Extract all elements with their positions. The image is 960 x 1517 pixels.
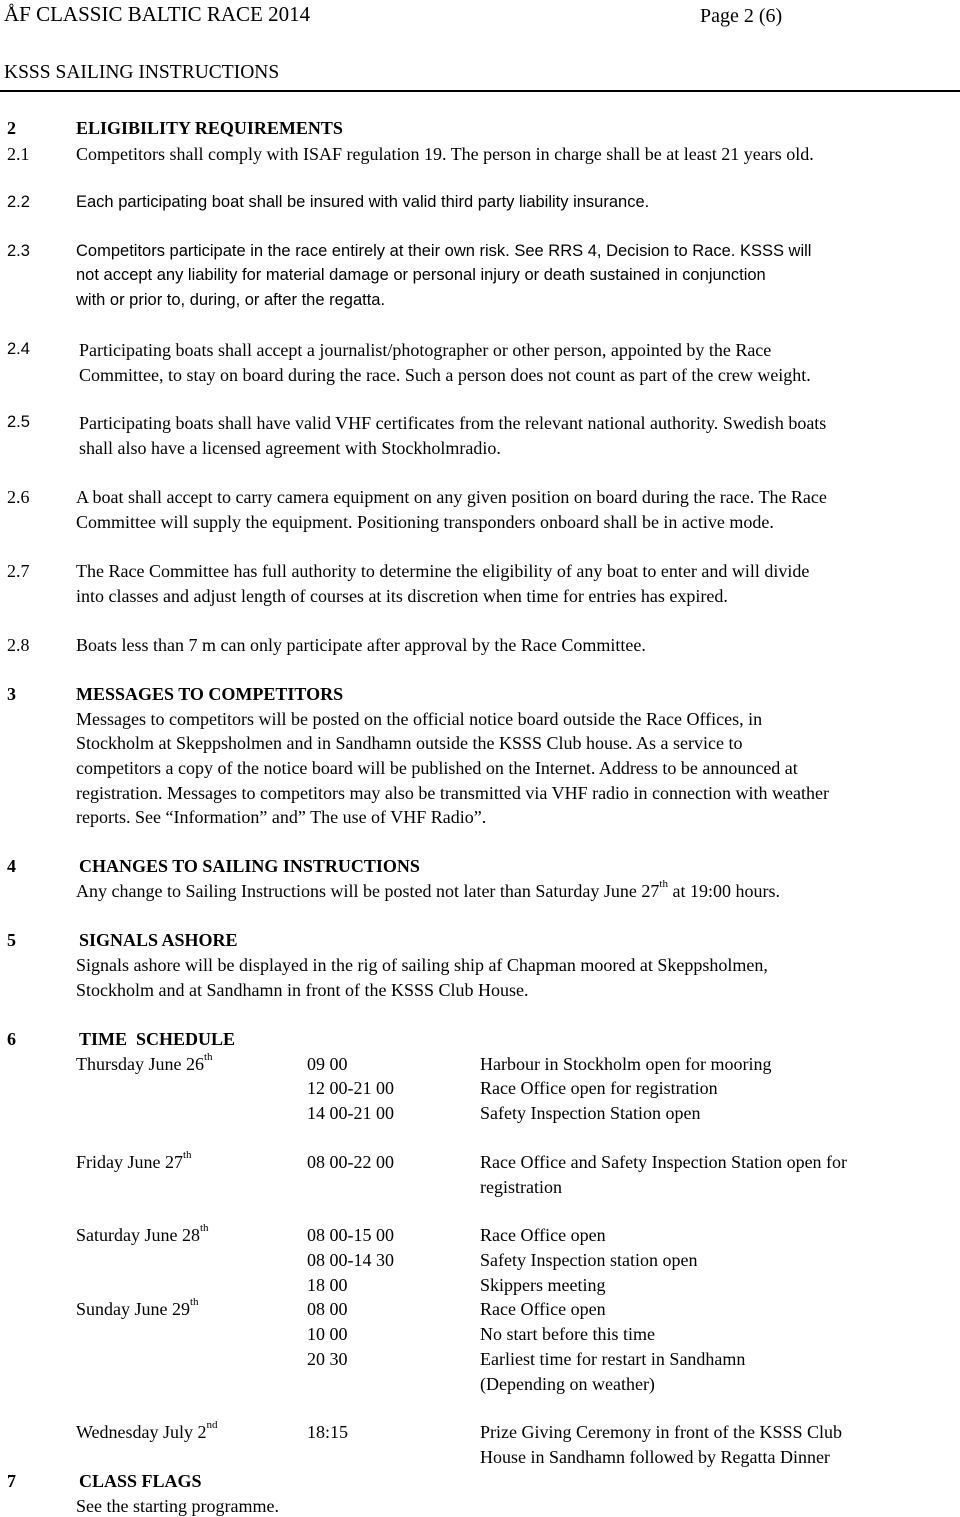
schedule-time: 08 00-22 00 <box>307 1152 394 1172</box>
schedule-day-label: Saturday June 28 <box>76 1225 200 1245</box>
section-4-text <box>76 878 780 901</box>
item-2-7-line-2: into classes and adjust length of courses at its discretion when time for entries has expired. <box>76 586 728 606</box>
item-2-5-number: 2.5 <box>7 413 30 431</box>
item-2-4-line-1: Participating boats shall accept a journalist/photographer or other person, appointed by the Race <box>79 340 772 360</box>
schedule-event: Race Office open for registration <box>480 1078 718 1098</box>
item-2-6-line-1: A boat shall accept to carry camera equipment on any given position on board during the race. The Race <box>76 487 827 507</box>
schedule-event-cont: registration <box>480 1177 562 1197</box>
schedule-day-sunday <box>76 1296 199 1319</box>
section-3-line-1: Messages to competitors will be posted on the official notice board outside the Race Offices, in <box>76 709 763 729</box>
section-3-number: 3 <box>7 684 16 704</box>
section-2-heading: ELIGIBILITY REQUIREMENTS <box>76 118 343 138</box>
item-2-5-line-2: shall also have a licensed agreement with Stockholmradio. <box>79 438 501 458</box>
item-2-2-number: 2.2 <box>7 193 30 211</box>
schedule-time: 08 00 <box>307 1299 348 1319</box>
schedule-day-ordinal: th <box>199 1222 209 1234</box>
schedule-time: 10 00 <box>307 1324 348 1344</box>
schedule-time: 12 00-21 00 <box>307 1078 394 1098</box>
item-2-3-line-2: not accept any liability for material damage or personal injury or death sustained in conjunction <box>76 266 766 284</box>
schedule-day-wednesday <box>76 1419 218 1442</box>
schedule-day-ordinal: th <box>190 1296 199 1308</box>
schedule-day-ordinal: th <box>203 1051 213 1063</box>
section-5-line-1: Signals ashore will be displayed in the rig of sailing ship af Chapman moored at Skeppsholmen, <box>76 955 768 975</box>
schedule-event: Harbour in Stockholm open for mooring <box>480 1054 772 1074</box>
schedule-time: 14 00-21 00 <box>307 1103 394 1123</box>
section-7-text: See the starting programme. <box>76 1496 279 1516</box>
section-3-line-4: registration. Messages to competitors may also be transmitted via VHF radio in connection with weather <box>76 783 829 803</box>
schedule-day-label: Sunday June 29 <box>76 1299 190 1319</box>
item-2-4-line-2: Committee, to stay on board during the race. Such a person does not count as part of the crew weight. <box>79 365 811 385</box>
section-7-heading: CLASS FLAGS <box>79 1471 202 1491</box>
item-2-6-number: 2.6 <box>7 487 30 507</box>
schedule-time: 08 00-14 30 <box>307 1250 394 1270</box>
section-5-line-2: Stockholm and at Sandhamn in front of the KSSS Club House. <box>76 980 529 1000</box>
page-number: Page 2 (6) <box>700 5 783 27</box>
schedule-event: No start before this time <box>480 1324 655 1344</box>
item-2-3-line-1: Competitors participate in the race entirely at their own risk. See RRS 4, Decision to Race. KSSS will <box>76 242 812 260</box>
schedule-event: Race Office open <box>480 1225 606 1245</box>
section-4-text-end: at 19:00 hours. <box>667 881 780 901</box>
section-5-number: 5 <box>7 930 16 950</box>
schedule-event: Prize Giving Ceremony in front of the KSSS Club <box>480 1422 842 1442</box>
section-6-number: 6 <box>7 1029 16 1049</box>
schedule-day-ordinal: nd <box>206 1419 218 1431</box>
schedule-day-saturday <box>76 1222 209 1245</box>
schedule-day-thursday <box>76 1051 213 1074</box>
schedule-time: 08 00-15 00 <box>307 1225 394 1245</box>
schedule-day-ordinal: th <box>183 1149 192 1161</box>
header-rule <box>0 90 960 92</box>
section-6-heading: TIME SCHEDULE <box>79 1029 236 1049</box>
section-2-number: 2 <box>7 118 16 138</box>
schedule-event: Safety Inspection Station open <box>480 1103 701 1123</box>
item-2-6-line-2: Committee will supply the equipment. Positioning transponders onboard shall be in active mode. <box>76 512 774 532</box>
section-3-line-5: reports. See “Information” and” The use of VHF Radio”. <box>76 807 487 827</box>
schedule-time: 18:15 <box>307 1422 349 1442</box>
schedule-event-cont: (Depending on weather) <box>480 1374 655 1394</box>
schedule-day-label: Thursday June 26 <box>76 1054 204 1074</box>
section-4-text-main: Any change to Sailing Instructions will be posted not later than Saturday June 27 <box>76 881 660 901</box>
section-4-number: 4 <box>7 856 16 876</box>
schedule-event: Safety Inspection station open <box>480 1250 698 1270</box>
item-2-5-line-1: Participating boats shall have valid VHF certificates from the relevant national authority. Swedish boats <box>79 413 827 433</box>
schedule-event: Earliest time for restart in Sandhamn <box>480 1349 746 1369</box>
schedule-time: 20 30 <box>307 1349 348 1369</box>
schedule-day-label: Friday June 27 <box>76 1152 183 1172</box>
item-2-2-text: Each participating boat shall be insured with valid third party liability insurance. <box>76 193 650 211</box>
section-3-line-3: competitors a copy of the notice board will be published on the Internet. Address to be announced at <box>76 758 798 778</box>
schedule-event: Race Office open <box>480 1299 606 1319</box>
item-2-4-number: 2.4 <box>7 340 30 358</box>
schedule-day-label: Wednesday July 2 <box>76 1422 207 1442</box>
section-3-line-2: Stockholm at Skeppsholmen and in Sandhamn outside the KSSS Club house. As a service to <box>76 733 743 753</box>
item-2-1-text: Competitors shall comply with ISAF regulation 19. The person in charge shall be at least 21 years old. <box>76 144 814 164</box>
document-title: ÅF CLASSIC BALTIC RACE 2014 <box>4 2 311 26</box>
item-2-7-number: 2.7 <box>7 561 30 581</box>
document-subtitle: KSSS SAILING INSTRUCTIONS <box>4 62 280 83</box>
item-2-8-number: 2.8 <box>7 635 30 655</box>
item-2-7-line-1: The Race Committee has full authority to determine the eligibility of any boat to enter and will divide <box>76 561 810 581</box>
item-2-8-text: Boats less than 7 m can only participate after approval by the Race Committee. <box>76 635 646 655</box>
section-3-heading: MESSAGES TO COMPETITORS <box>76 684 344 704</box>
section-4-heading: CHANGES TO SAILING INSTRUCTIONS <box>79 856 420 876</box>
item-2-3-line-3: with or prior to, during, or after the regatta. <box>76 291 386 309</box>
schedule-time: 09 00 <box>307 1054 348 1074</box>
item-2-3-number: 2.3 <box>7 242 30 260</box>
schedule-event-cont: House in Sandhamn followed by Regatta Dinner <box>480 1447 830 1467</box>
schedule-day-friday <box>76 1149 192 1172</box>
schedule-time: 18 00 <box>307 1275 348 1295</box>
section-7-number: 7 <box>7 1471 16 1491</box>
schedule-event: Race Office and Safety Inspection Station open for <box>480 1152 848 1172</box>
section-5-heading: SIGNALS ASHORE <box>79 930 238 950</box>
section-4-ordinal: th <box>659 878 668 890</box>
schedule-event: Skippers meeting <box>480 1275 606 1295</box>
item-2-1-number: 2.1 <box>7 144 30 164</box>
